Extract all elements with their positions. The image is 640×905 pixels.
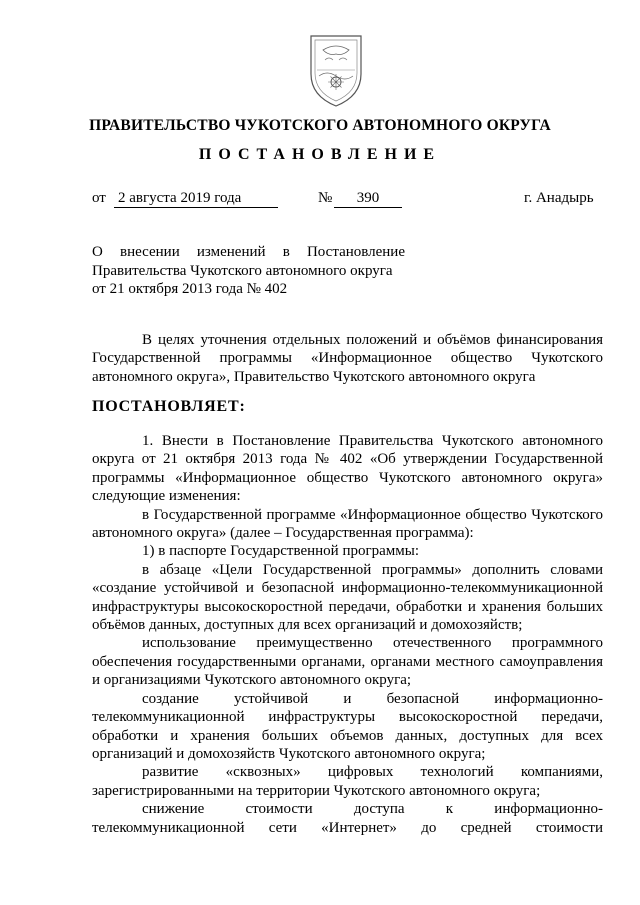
text-line: снижение стоимости доступа к информационно- — [142, 801, 603, 818]
document-date: 2 августа 2019 года — [114, 190, 278, 208]
text-line: В целях уточнения отдельных положений и объёмов финансирования — [142, 332, 603, 348]
government-title: ПРАВИТЕЛЬСТВО ЧУКОТСКОГО АВТОНОМНОГО ОКРУГА — [89, 117, 551, 134]
text-line: создание устойчивой и безопасной информационно- — [142, 690, 603, 707]
text-line: в Государственной программе «Информационное общество Чукотского — [142, 506, 603, 523]
text-line: объёмов данных, доступных для всех организаций и домохозяйств; — [92, 617, 523, 634]
subject-line: О внесении изменений в Постановление — [92, 244, 405, 260]
text-line: Государственной программы «Информационное общество Чукотского — [92, 350, 603, 367]
document-number: 390 — [334, 190, 402, 208]
text-line: развитие «сквозных» цифровых технологий компаниями, — [142, 764, 603, 781]
text-line: 1. Внести в Постановление Правительства Чукотского автономного — [142, 433, 603, 449]
text-line: обработки и хранения больших объемов данных, доступных для всех — [92, 727, 603, 744]
decree-heading: ПОСТАНОВЛЯЕТ: — [92, 398, 246, 415]
text-line: телекоммуникационной сети «Интернет» до средней стоимости — [92, 819, 603, 836]
text-line: 1) в паспорте Государственной программы: — [142, 543, 420, 560]
coat-of-arms-icon — [303, 30, 369, 108]
text-line: обеспечения государственными органами, органами местного самоуправления — [92, 653, 603, 670]
document-subject — [92, 243, 405, 299]
issue-city: г. Анадырь — [524, 190, 594, 206]
text-line: автономного округа», Правительство Чукотского автономного округа — [92, 368, 536, 385]
date-label: от — [92, 190, 106, 206]
text-line: «создание устойчивой и безопасной информационно-телекоммуникационной — [92, 580, 603, 597]
decree-body — [92, 432, 603, 837]
text-line: программы «Информационное общество Чукотского автономного округа» — [92, 469, 603, 486]
preamble-paragraph — [92, 331, 603, 386]
text-line: инфраструктуры высокоскоростной передачи, обработки и хранения больших — [92, 598, 603, 615]
number-label: № — [318, 190, 333, 206]
subject-line: Правительства Чукотского автономного округа — [92, 262, 393, 279]
text-line: зарегистрированными на территории Чукотского автономного округа; — [92, 782, 541, 799]
text-line: округа от 21 октября 2013 года № 402 «Об утверждении Государственной — [92, 451, 603, 468]
text-line: в абзаце «Цели Государственной программы» дополнить словами — [142, 561, 603, 578]
subject-line: от 21 октября 2013 года № 402 — [92, 281, 288, 298]
text-line: автономного округа» (далее – Государственная программа): — [92, 525, 474, 542]
text-line: и организациями Чукотского автономного округа; — [92, 672, 412, 689]
text-line: организаций и домохозяйств Чукотского автономного округа; — [92, 745, 486, 762]
document-type: ПОСТАНОВЛЕНИЕ — [198, 146, 442, 163]
text-line: следующие изменения: — [92, 488, 241, 505]
text-line: телекоммуникационной инфраструктуры высокоскоростной передачи, — [92, 709, 603, 726]
text-line: использование преимущественно отечественного программного — [142, 635, 603, 652]
